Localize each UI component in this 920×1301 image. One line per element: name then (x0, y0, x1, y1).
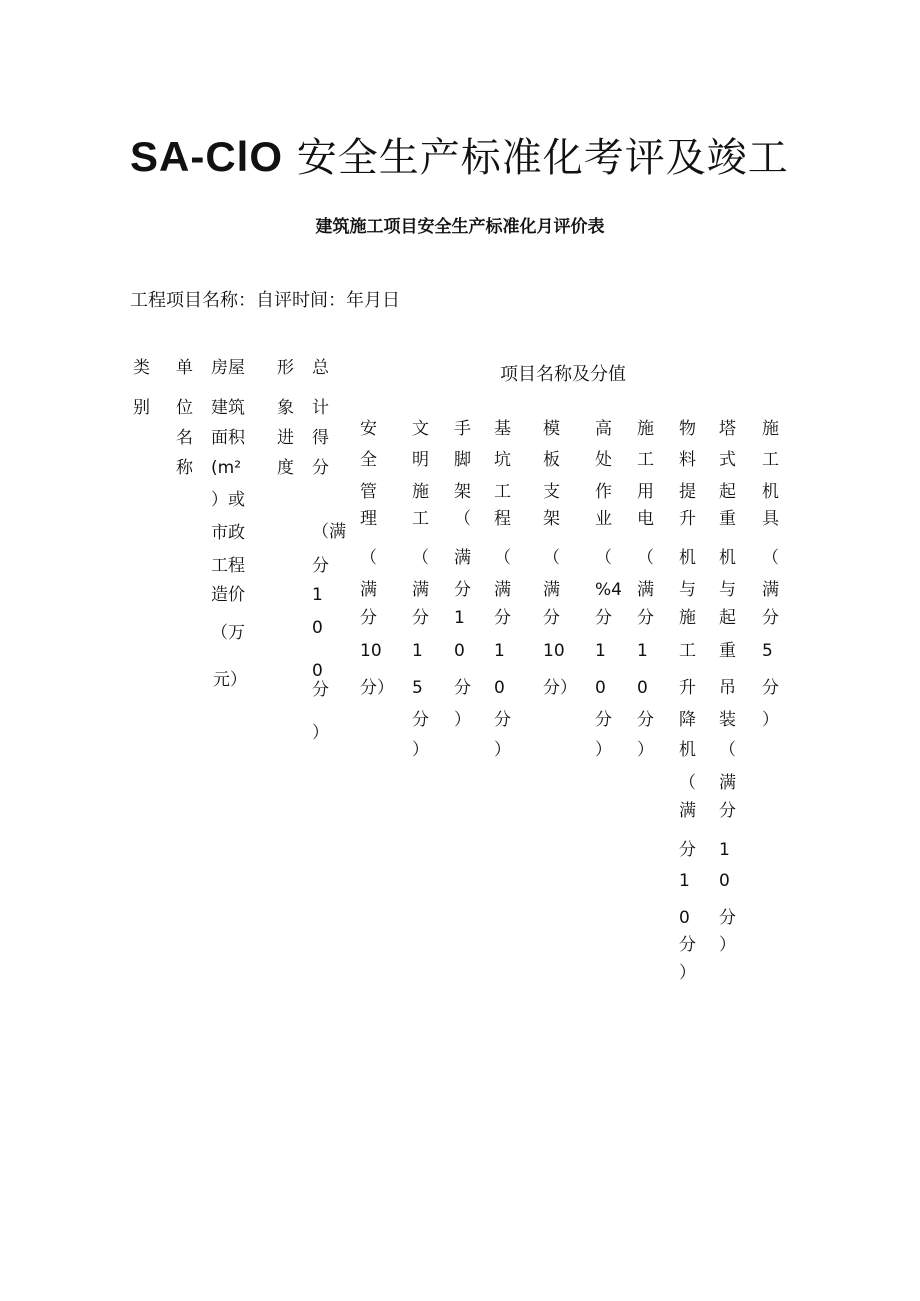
table-cell-text: 10 (360, 641, 382, 661)
table-cell-text: 分 (637, 608, 654, 628)
table-cell-text: 机 (762, 482, 779, 502)
table-cell-text: 施 (762, 419, 779, 439)
table-cell-text: 分 (719, 908, 736, 928)
table-cell-text: 0 (454, 641, 465, 661)
table-cell-text: 0 (312, 618, 323, 638)
table-cell-text: 分 (312, 556, 329, 576)
table-cell-text: 0 (312, 661, 323, 681)
table-cell-text: 计 (312, 398, 329, 418)
table-cell-text: 工程 (211, 556, 245, 576)
table-cell-text: 管 (360, 482, 377, 502)
table-cell-text: 分 (679, 840, 696, 860)
table-cell-text: 1 (595, 641, 606, 661)
table-cell-text: 分） (543, 678, 577, 698)
table-cell-text: 分 (312, 458, 329, 478)
table-cell-text: 满 (762, 580, 779, 600)
table-cell-text: 机 (679, 548, 696, 568)
table-cell-text: 工 (762, 450, 779, 470)
table-cell-text: 分 (679, 935, 696, 955)
table-cell-text: 手 (454, 419, 471, 439)
table-cell-text: 式 (719, 450, 736, 470)
table-cell-text: 分） (360, 678, 394, 698)
table-cell-text: 工 (637, 450, 654, 470)
table-cell-text: 料 (679, 450, 696, 470)
table-cell-text: 分 (312, 680, 329, 700)
table-cell-text: 分 (762, 608, 779, 628)
table-cell-text: ） (679, 963, 696, 983)
table-cell-text: 高 (595, 419, 612, 439)
table-cell-text: 满 (412, 580, 429, 600)
table-cell-text: 1 (454, 608, 465, 628)
table-cell-text: 分 (637, 710, 654, 730)
group-header: 项目名称及分值 (500, 364, 626, 385)
project-meta-line: 工程项目名称：自评时间：年月日 (130, 290, 400, 311)
table-cell-text: 得 (312, 428, 329, 448)
document-title-code: SA-ClO (130, 133, 283, 180)
table-cell-text: （ (762, 548, 779, 568)
table-cell-text: 提 (679, 482, 696, 502)
table-cell-text: 文 (412, 419, 429, 439)
table-cell-text: 业 (595, 509, 612, 529)
table-cell-text: 分 (454, 580, 471, 600)
table-cell-text: （满 (312, 522, 346, 542)
table-cell-text: 形 (277, 358, 294, 378)
table-cell-text: ）或 (211, 490, 245, 510)
table-cell-text: （ (719, 740, 736, 760)
table-cell-text: 造价 (211, 585, 245, 605)
table-cell-text: 明 (412, 450, 429, 470)
table-cell-text: 工 (412, 509, 429, 529)
table-cell-text: 1 (412, 641, 423, 661)
table-cell-text: 分 (494, 710, 511, 730)
table-cell-text: 5 (412, 678, 423, 698)
table-cell-text: 分 (719, 801, 736, 821)
table-cell-text: 降 (679, 710, 696, 730)
table-cell-text: 与 (719, 580, 736, 600)
table-cell-text: 重 (719, 509, 736, 529)
table-cell-text: 名 (176, 428, 193, 448)
table-cell-text: 10 (543, 641, 565, 661)
table-cell-text: 满 (543, 580, 560, 600)
table-cell-text: 进 (277, 428, 294, 448)
table-cell-text: ） (494, 740, 511, 760)
table-cell-text: (m² (211, 458, 242, 478)
table-cell-text: 单 (176, 358, 193, 378)
table-cell-text: %4 (595, 580, 622, 600)
table-cell-text: 升 (679, 509, 696, 529)
table-cell-text: ） (312, 723, 329, 743)
table-cell-text: 架 (543, 509, 560, 529)
table-cell-text: 机 (719, 548, 736, 568)
table-cell-text: 具 (762, 509, 779, 529)
table-cell-text: 0 (494, 678, 505, 698)
table-cell-text: 分 (595, 608, 612, 628)
table-cell-text: 分 (412, 608, 429, 628)
table-cell-text: 施 (679, 608, 696, 628)
table-cell-text: 建筑 (211, 398, 245, 418)
table-cell-text: 1 (637, 641, 648, 661)
table-cell-text: （ (494, 548, 511, 568)
table-cell-text: （ (412, 548, 429, 568)
table-cell-text: 处 (595, 450, 612, 470)
table-cell-text: 类 (133, 358, 150, 378)
table-cell-text: ） (454, 710, 471, 730)
table-cell-text: 起 (719, 608, 736, 628)
table-cell-text: 满 (679, 801, 696, 821)
truncated-cell-text: 元） (213, 670, 247, 690)
table-cell-text: 1 (679, 871, 690, 891)
table-cell-text: 象 (277, 398, 294, 418)
table-cell-text: 分 (543, 608, 560, 628)
table-cell-text: 安 (360, 419, 377, 439)
table-cell-text: 与 (679, 580, 696, 600)
table-cell-text: ） (719, 935, 736, 955)
table-cell-text: 坑 (494, 450, 511, 470)
table-cell-text: 重 (719, 641, 736, 661)
table-cell-text: 分 (595, 710, 612, 730)
table-cell-text: 满 (454, 548, 471, 568)
table-cell-text: 0 (637, 678, 648, 698)
table-cell-text: 理 (360, 509, 377, 529)
table-cell-text: 用 (637, 482, 654, 502)
table-cell-text: （ (360, 548, 377, 568)
table-cell-text: 工 (494, 482, 511, 502)
table-cell-text: 分 (454, 678, 471, 698)
table-cell-text: （ (543, 548, 560, 568)
table-cell-text: （ (637, 548, 654, 568)
table-cell-text: 0 (595, 678, 606, 698)
table-cell-text: 满 (719, 773, 736, 793)
table-cell-text: ） (762, 710, 779, 730)
table-cell-text: 面积 (211, 428, 245, 448)
table-cell-text: 分 (494, 608, 511, 628)
table-cell-text: （万 (211, 623, 245, 643)
table-cell-text: 程 (494, 509, 511, 529)
table-cell-text: 机 (679, 740, 696, 760)
table-cell-text: 工 (679, 641, 696, 661)
table-cell-text: 吊 (719, 678, 736, 698)
table-cell-text: （ (454, 509, 471, 529)
table-cell-text: ） (412, 740, 429, 760)
table-cell-text: 施 (412, 482, 429, 502)
table-cell-text: 装 (719, 710, 736, 730)
table-cell-text: （ (679, 773, 696, 793)
table-cell-text: 作 (595, 482, 612, 502)
table-cell-text: 房屋 (211, 358, 245, 378)
table-cell-text: 1 (719, 840, 730, 860)
table-cell-text: 满 (360, 580, 377, 600)
table-cell-text: 1 (312, 585, 323, 605)
table-cell-text: 称 (176, 458, 193, 478)
table-cell-text: 全 (360, 450, 377, 470)
table-cell-text: 别 (133, 398, 150, 418)
table-cell-text: 1 (494, 641, 505, 661)
table-cell-text: 总 (312, 358, 329, 378)
document-title-text: 安全生产标准化考评及竣工 (283, 135, 789, 181)
table-cell-text: 板 (543, 450, 560, 470)
table-cell-text: 分 (412, 710, 429, 730)
table-cell-text: 基 (494, 419, 511, 439)
table-cell-text: 0 (719, 871, 730, 891)
table-cell-text: 物 (679, 419, 696, 439)
table-cell-text: 度 (277, 458, 294, 478)
table-cell-text: 升 (679, 678, 696, 698)
table-cell-text: 分 (762, 678, 779, 698)
table-cell-text: 满 (494, 580, 511, 600)
table-cell-text: 架 (454, 482, 471, 502)
table-cell-text: 0 (679, 908, 690, 928)
table-cell-text: 5 (762, 641, 773, 661)
document-subtitle: 建筑施工项目安全生产标准化月评价表 (315, 217, 605, 237)
truncated-cell (213, 665, 253, 690)
table-cell-text: 塔 (719, 419, 736, 439)
table-cell-text: 市政 (211, 523, 245, 543)
table-cell-text: 位 (176, 398, 193, 418)
table-cell-text: ） (595, 740, 612, 760)
table-cell-text: 模 (543, 419, 560, 439)
table-cell-text: 脚 (454, 450, 471, 470)
table-cell-text: 施 (637, 419, 654, 439)
table-cell-text: 支 (543, 482, 560, 502)
table-cell-text: ） (637, 740, 654, 760)
table-cell-text: 分 (360, 608, 377, 628)
table-cell-text: 起 (719, 482, 736, 502)
table-cell-text: （ (595, 548, 612, 568)
table-cell-text: 电 (637, 509, 654, 529)
table-cell-text: 满 (637, 580, 654, 600)
